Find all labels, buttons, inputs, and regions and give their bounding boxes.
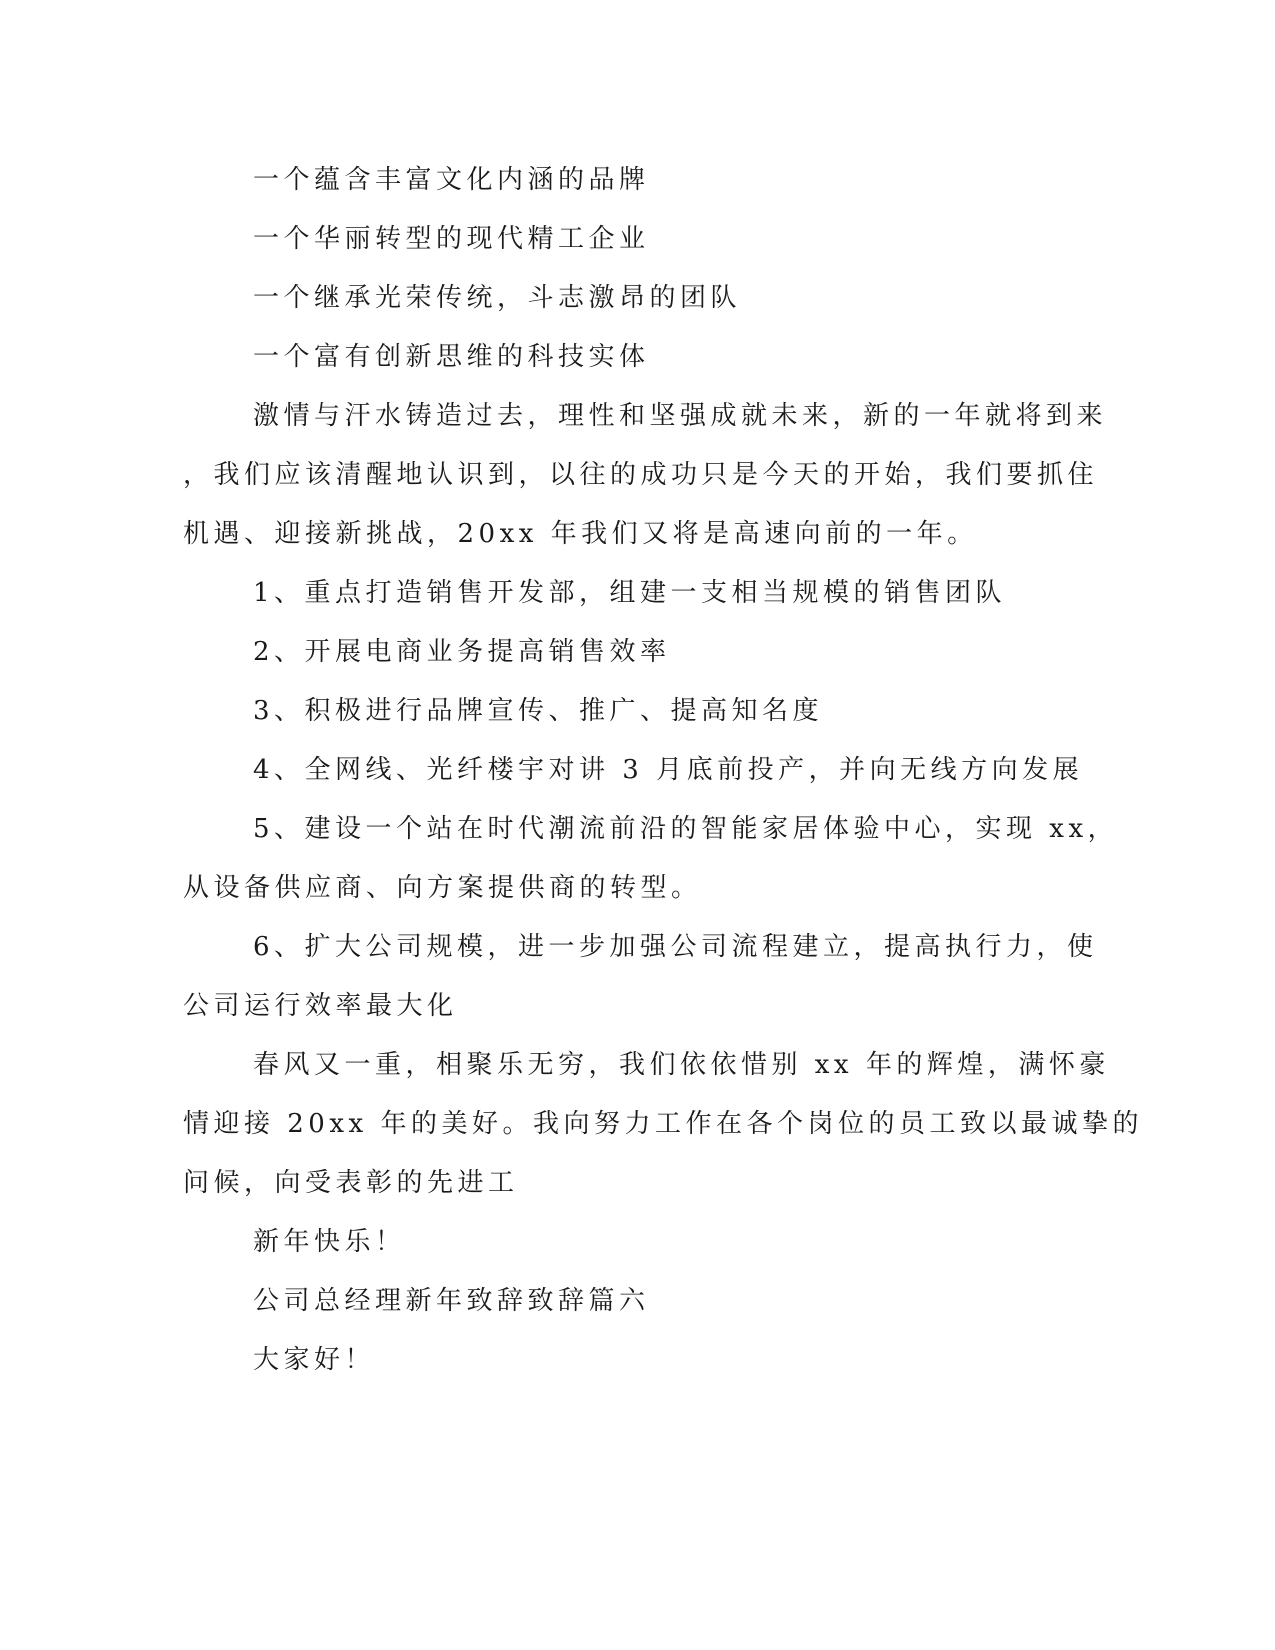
paragraph-line: 机遇、迎接新挑战，20xx 年我们又将是高速向前的一年。	[183, 519, 978, 549]
greeting-line: 新年快乐！	[253, 1227, 406, 1257]
greeting-line: 大家好！	[253, 1345, 376, 1375]
list-item: 1、重点打造销售开发部，组建一支相当规模的销售团队	[253, 578, 1007, 608]
paragraph-line: 一个富有创新思维的科技实体	[253, 342, 650, 372]
list-item: 4、全网线、光纤楼宇对讲 3 月底前投产，并向无线方向发展	[253, 755, 1084, 785]
list-item: 6、扩大公司规模，进一步加强公司流程建立，提高执行力，使	[253, 932, 1098, 962]
paragraph-line: 情迎接 20xx 年的美好。我向努力工作在各个岗位的员工致以最诚挚的	[183, 1109, 1143, 1139]
paragraph-line: 一个蕴含丰富文化内涵的品牌	[253, 165, 650, 195]
paragraph-line: 问候，向受表彰的先进工	[183, 1168, 519, 1198]
paragraph-line: ，我们应该清醒地认识到，以往的成功只是今天的开始，我们要抓住	[183, 460, 1099, 490]
list-item: 5、建设一个站在时代潮流前沿的智能家居体验中心，实现 xx，	[253, 814, 1119, 844]
paragraph-line: 一个继承光荣传统，斗志激昂的团队	[253, 283, 742, 313]
list-item-continuation: 从设备供应商、向方案提供商的转型。	[183, 873, 702, 903]
paragraph-line: 春风又一重，相聚乐无穷，我们依依惜别 xx 年的辉煌，满怀豪	[253, 1050, 1110, 1080]
list-item: 3、积极进行品牌宣传、推广、提高知名度	[253, 696, 824, 726]
list-item-continuation: 公司运行效率最大化	[183, 991, 458, 1021]
section-title: 公司总经理新年致辞致辞篇六	[253, 1286, 650, 1316]
paragraph-line: 激情与汗水铸造过去，理性和坚强成就未来，新的一年就将到来	[253, 401, 1108, 431]
paragraph-line: 一个华丽转型的现代精工企业	[253, 224, 650, 254]
document-body	[183, 158, 1143, 1397]
list-item: 2、开展电商业务提高销售效率	[253, 637, 671, 667]
